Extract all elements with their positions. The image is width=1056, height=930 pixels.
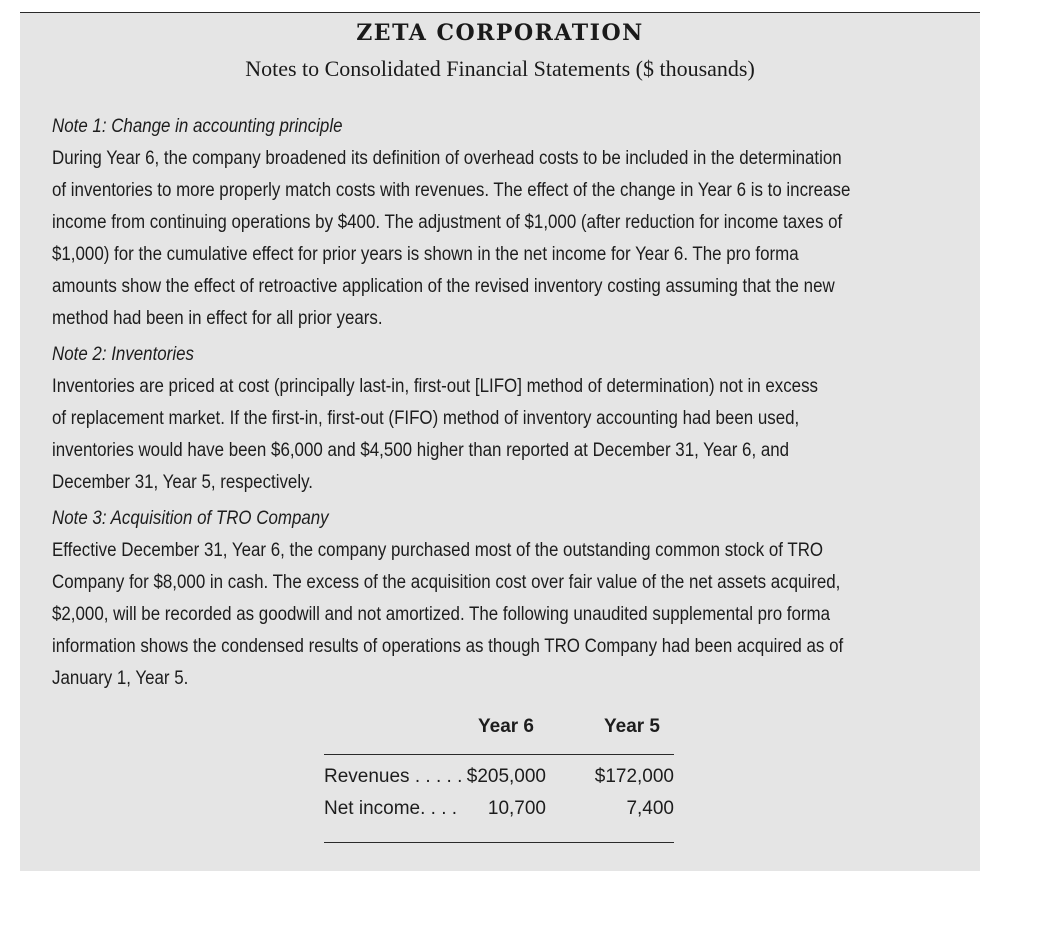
note-2-title: Note 2: Inventories (52, 344, 194, 365)
note-1 (52, 111, 853, 335)
cell-year-5: $172,000 (594, 766, 674, 787)
note-2-line: December 31, Year 5, respectively. (52, 472, 313, 493)
note-1-line: method had been in effect for all prior years. (52, 308, 383, 329)
note-2-body (52, 371, 946, 499)
cell-year-6: 10,700 (487, 798, 546, 819)
note-3-title: Note 3: Acquisition of TRO Company (52, 508, 329, 529)
company-title: ZETA CORPORATION (356, 20, 644, 46)
column-header-year-5: Year 5 (604, 716, 660, 737)
table-top-rule (324, 754, 674, 755)
note-2-line: Inventories are priced at cost (principally last-in, first-out [LIFO] method of determination) not in excess (52, 376, 818, 397)
row-label: Revenues . . . . . (324, 766, 463, 787)
note-1-line: income from continuing operations by $400. The adjustment of $1,000 (after reduction for income taxes of (52, 212, 843, 233)
note-2 (52, 339, 853, 499)
notes-section (52, 111, 853, 699)
note-1-line: amounts show the effect of retroactive application of the revised inventory costing assuming that the new (52, 276, 835, 297)
table-row-revenues (324, 766, 676, 796)
note-3-body (52, 535, 946, 695)
note-1-body (52, 143, 946, 335)
note-3-line: January 1, Year 5. (52, 668, 189, 689)
note-2-line: of replacement market. If the first-in, first-out (FIFO) method of inventory accounting had been used, (52, 408, 800, 429)
note-3-line: Company for $8,000 in cash. The excess of the acquisition cost over fair value of the net assets acquired, (52, 572, 841, 593)
note-3 (52, 503, 853, 695)
note-3-line: information shows the condensed results of operations as though TRO Company had been acquired as of (52, 636, 844, 657)
column-header-year-6: Year 6 (478, 716, 534, 737)
statement-subtitle: Notes to Consolidated Financial Statements ($ thousands) (245, 56, 755, 81)
note-1-title: Note 1: Change in accounting principle (52, 116, 343, 137)
note-1-line: During Year 6, the company broadened its definition of overhead costs to be included in the determination (52, 148, 842, 169)
cell-year-6: $205,000 (466, 766, 546, 787)
note-1-line: of inventories to more properly match costs with revenues. The effect of the change in Year 6 is to increase (52, 180, 851, 201)
cell-year-5: 7,400 (626, 798, 674, 819)
note-3-line: Effective December 31, Year 6, the company purchased most of the outstanding common stock of TRO (52, 540, 824, 561)
table-row-net-income (324, 798, 676, 828)
table-bottom-rule (324, 842, 674, 843)
note-1-line: $1,000) for the cumulative effect for prior years is shown in the net income for Year 6. The pro forma (52, 244, 799, 265)
row-label: Net income. . . . (324, 798, 458, 819)
note-3-line: $2,000, will be recorded as goodwill and not amortized. The following unaudited supplemental pro forma (52, 604, 831, 625)
note-2-line: inventories would have been $6,000 and $4,500 higher than reported at December 31, Year 6, and (52, 440, 790, 461)
